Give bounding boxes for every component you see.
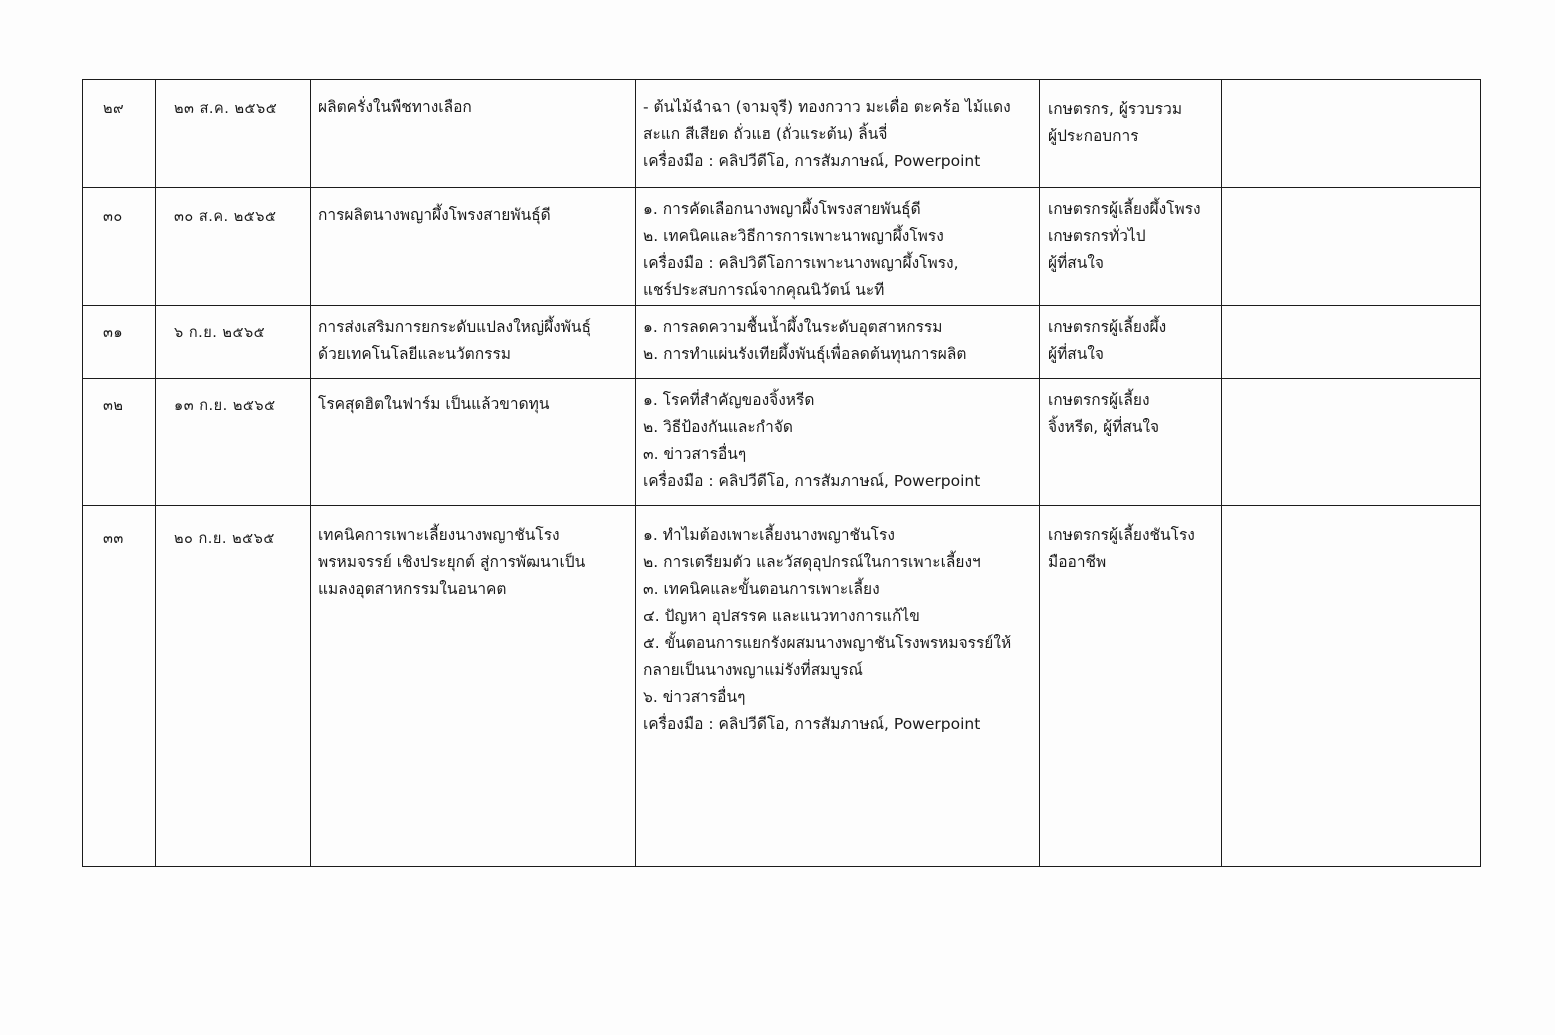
table-row	[83, 306, 1481, 379]
content-line: ๔. ปัญหา อุปสรรค และแนวทางการแก้ไข	[643, 607, 920, 625]
target-line: เกษตรกรผู้เลี้ยงผึ้งโพรง	[1048, 200, 1201, 218]
topic-line: การส่งเสริมการยกระดับแปลงใหญ่ผึ้งพันธุ์	[318, 318, 591, 336]
target-cell	[1040, 306, 1222, 379]
content-line: เครื่องมือ : คลิปวีดีโอ, การสัมภาษณ์, Powerpoint	[643, 472, 981, 490]
target-line: เกษตรกรผู้เลี้ยงชันโรง	[1048, 526, 1195, 544]
topic-line: แมลงอุตสาหกรรมในอนาคต	[318, 580, 507, 598]
content-line: สะแก สีเสียด ถั่วแฮ (ถั่วแระต้น) ลิ้นจี่	[643, 125, 888, 143]
topic-line: โรคสุดฮิตในฟาร์ม เป็นแล้วขาดทุน	[318, 395, 550, 413]
topic-line: ผลิตครั่งในพืชทางเลือก	[318, 98, 472, 116]
target-line: ผู้ที่สนใจ	[1048, 345, 1105, 363]
topic-cell	[311, 379, 636, 506]
target-cell	[1040, 506, 1222, 867]
date-cell	[156, 506, 311, 867]
target-line: เกษตรกรทั่วไป	[1048, 227, 1146, 245]
target-line: เกษตรกรผู้เลี้ยงผึ้ง	[1048, 318, 1167, 336]
content-cell	[636, 306, 1040, 379]
content-line: ๑. โรคที่สำคัญของจิ้งหรีด	[643, 391, 815, 409]
table-row	[83, 188, 1481, 306]
content-line: ๕. ขั้นตอนการแยกรังผสมนางพญาชันโรงพรหมจรรย์ให้	[643, 634, 1012, 652]
note-cell	[1222, 506, 1481, 867]
row-number-cell	[83, 188, 156, 306]
date-cell	[156, 306, 311, 379]
row-date: ๓๐ ส.ค. ๒๕๖๕	[174, 209, 277, 225]
row-number-cell	[83, 80, 156, 188]
content-line: ๒. เทคนิคและวิธีการการเพาะนาพญาผึ้งโพรง	[643, 227, 944, 245]
target-line: เกษตรกรผู้เลี้ยง	[1048, 391, 1150, 409]
target-line: มืออาชีพ	[1048, 553, 1107, 571]
content-line: ๑. ทำไมต้องเพาะเลี้ยงนางพญาชันโรง	[643, 526, 895, 544]
table-row	[83, 80, 1481, 188]
row-number: ๓๒	[103, 398, 124, 414]
content-cell	[636, 506, 1040, 867]
row-number: ๓๓	[103, 531, 124, 547]
topic-cell	[311, 80, 636, 188]
row-date: ๒๓ ส.ค. ๒๕๖๕	[174, 101, 278, 117]
row-number-cell	[83, 379, 156, 506]
table-row	[83, 506, 1481, 867]
content-cell	[636, 379, 1040, 506]
date-cell	[156, 188, 311, 306]
content-line: เครื่องมือ : คลิปวีดีโอ, การสัมภาษณ์, Powerpoint	[643, 715, 981, 733]
topic-line: เทคนิคการเพาะเลี้ยงนางพญาชันโรง	[318, 526, 560, 544]
topic-line: ด้วยเทคโนโลยีและนวัตกรรม	[318, 345, 511, 363]
target-line: ผู้ที่สนใจ	[1048, 254, 1105, 272]
target-line: ผู้ประกอบการ	[1048, 127, 1139, 145]
content-line: ๒. การเตรียมตัว และวัสดุอุปกรณ์ในการเพาะเลี้ยงฯ	[643, 553, 981, 571]
row-number-cell	[83, 306, 156, 379]
note-cell	[1222, 379, 1481, 506]
content-line: ๑. การลดความชื้นน้ำผึ้งในระดับอุตสาหกรรม	[643, 318, 943, 336]
content-line: ๓. ข่าวสารอื่นๆ	[643, 445, 747, 463]
content-line: ๑. การคัดเลือกนางพญาผึ้งโพรงสายพันธุ์ดี	[643, 200, 921, 218]
content-line: แชร์ประสบการณ์จากคุณนิวัตน์ นะที	[643, 281, 885, 299]
row-date: ๑๓ ก.ย. ๒๕๖๕	[174, 398, 276, 414]
content-line: ๒. การทำแผ่นรังเทียผึ้งพันธุ์เพื่อลดต้นทุนการผลิต	[643, 345, 967, 363]
target-cell	[1040, 379, 1222, 506]
note-cell	[1222, 80, 1481, 188]
topic-line: การผลิตนางพญาผึ้งโพรงสายพันธุ์ดี	[318, 206, 551, 224]
row-date: ๖ ก.ย. ๒๕๖๕	[174, 325, 266, 341]
date-cell	[156, 80, 311, 188]
content-line: ๒. วิธีป้องกันและกำจัด	[643, 418, 793, 436]
target-line: จิ้งหรีด, ผู้ที่สนใจ	[1048, 418, 1160, 436]
row-number: ๒๙	[103, 101, 125, 117]
note-cell	[1222, 306, 1481, 379]
content-line: - ต้นไม้ฉำฉา (จามจุรี) ทองกวาว มะเดื่อ ตะคร้อ ไม้แดง	[643, 98, 1011, 116]
content-cell	[636, 188, 1040, 306]
topic-cell	[311, 306, 636, 379]
content-line: กลายเป็นนางพญาแม่รังที่สมบูรณ์	[643, 661, 863, 679]
topic-line: พรหมจรรย์ เชิงประยุกต์ สู่การพัฒนาเป็น	[318, 553, 586, 571]
target-cell	[1040, 80, 1222, 188]
table-row	[83, 379, 1481, 506]
row-number-cell	[83, 506, 156, 867]
row-number: ๓๐	[103, 209, 123, 225]
content-cell	[636, 80, 1040, 188]
target-cell	[1040, 188, 1222, 306]
content-line: เครื่องมือ : คลิปวิดีโอการเพาะนางพญาผึ้งโพรง,	[643, 254, 959, 272]
note-cell	[1222, 188, 1481, 306]
row-number: ๓๑	[103, 325, 124, 341]
schedule-table	[82, 79, 1481, 867]
row-date: ๒๐ ก.ย. ๒๕๖๕	[174, 531, 275, 547]
topic-cell	[311, 506, 636, 867]
content-line: ๖. ข่าวสารอื่นๆ	[643, 688, 746, 706]
date-cell	[156, 379, 311, 506]
content-line: เครื่องมือ : คลิปวีดีโอ, การสัมภาษณ์, Powerpoint	[643, 152, 981, 170]
topic-cell	[311, 188, 636, 306]
content-line: ๓. เทคนิคและขั้นตอนการเพาะเลี้ยง	[643, 580, 880, 598]
target-line: เกษตรกร, ผู้รวบรวม	[1048, 100, 1183, 118]
